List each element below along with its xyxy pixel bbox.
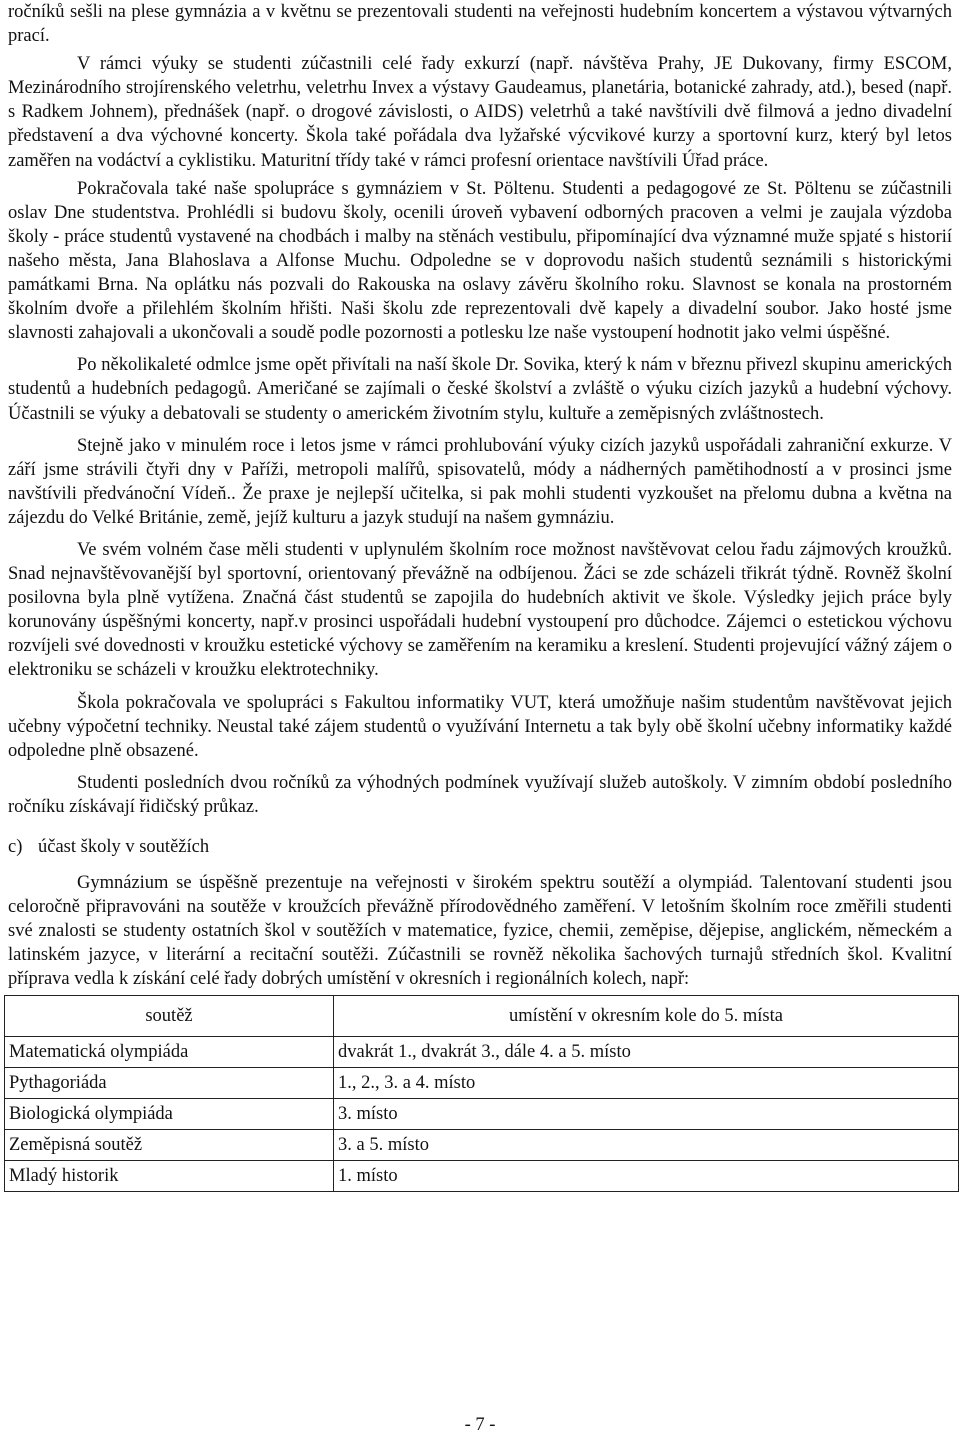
- paragraph: Studenti posledních dvou ročníků za výhodných podmínek využívají služeb autoškoly. V zimním období posledního ročníku získávají řidičský průkaz.: [8, 772, 952, 817]
- placement-cell: 1. místo: [334, 1161, 959, 1192]
- competition-cell: Biologická olympiáda: [5, 1099, 334, 1130]
- document-page: [8, 0, 952, 1192]
- competition-results-table: [4, 995, 959, 1192]
- section-heading: [8, 835, 952, 859]
- competition-cell: Mladý historik: [5, 1161, 334, 1192]
- placement-cell: 3. místo: [334, 1099, 959, 1130]
- page-number: - 7 -: [464, 1415, 496, 1435]
- section-letter: c): [8, 837, 23, 857]
- competition-cell: Pythagoriáda: [5, 1068, 334, 1099]
- paragraph: Ve svém volném čase měli studenti v uplynulém školním roce možnost navštěvovat celou řadu zájmových kroužků. Snad nejnavštěvovanější byl sportovní, orientovaný převážně na odbíjenou. Žáci se zde scházeli třikrát týdně. Rovněž školní posilovna byla plně vytížena. Značná část studentů se zapojila do hudebních aktivit ve škole. Výsledky jejich práce byly korunovány úspěšnými koncerty, např.v prosinci uspořádali hudební vystoupení pro důchodce. Zájemci o estetickou výchovu rozvíjeli své dovednosti v kroužku estetické výchovy se zaměřením na keramiku a kreslení. Studenti projevující vážný zájem o elektroniku se scházeli v kroužku elektrotechniky.: [8, 539, 952, 681]
- table-header-row: [5, 996, 959, 1037]
- competition-cell: Matematická olympiáda: [5, 1037, 334, 1068]
- paragraph: Pokračovala také naše spolupráce s gymnáziem v St. Pöltenu. Studenti a pedagogové ze St. Pöltenu se zúčastnili oslav Dne studentstva. Prohlédli si budovu školy, ocenili úroveň vybavení odborných pracoven a velmi je zaujala výzdoba školy - práce studentů vystavené na chodbách i malby na stěnách vestibulu, připomínající dva významné muže spjaté s historií našeho města, Jana Blahoslava a Alfonse Muchu. Odpoledne se v doprovodu našich studentů seznámili s historickými památkami Brna. Na oplátku nás pozvali do Rakouska na oslavy závěru školního roku. Slavnost se konala na prostorném školním dvoře a přilehlém školním hřišti. Naši školu zde reprezentovali dvě kapely a divadelní soubor. Jako hosté jsme slavnosti zahajovali a ukončovali a soudě podle pozornosti a potlesku lze naše vystoupení hodnotit jako velmi úspěšné.: [8, 178, 952, 344]
- placement-cell: 3. a 5. místo: [334, 1130, 959, 1161]
- placement-cell: dvakrát 1., dvakrát 3., dále 4. a 5. místo: [334, 1037, 959, 1068]
- table-row: [5, 1037, 959, 1068]
- table-row: [5, 1130, 959, 1161]
- paragraph: Gymnázium se úspěšně prezentuje na veřejnosti v širokém spektru soutěží a olympiád. Talentovaní studenti jsou celoročně připravováni na soutěže v kroužcích převážně přírodovědného zaměření. V letošním školním roce změřili studenti své znalosti se studenty ostatních škol v soutěžích v matematice, fyzice, chemii, zeměpise, dějepise, anglickém, německém a latinském jazyce, v literární a recitační soutěži. Zúčastnili se rovněž několika šachových turnajů středních škol. Kvalitní příprava vedla k získání celé řady dobrých umístění v okresních i regionálních kolech, např:: [8, 873, 952, 990]
- table-row: [5, 1068, 959, 1099]
- paragraph: Škola pokračovala ve spolupráci s Fakultou informatiky VUT, která umožňuje našim studentům navštěvovat jejich učebny výpočetní techniky. Neustal také zájem studentů o využívání Internetu a tak byly obě školní učebny informatiky každé odpoledne plně obsazené.: [8, 692, 952, 761]
- paragraph: ročníků sešli na plese gymnázia a v květnu se prezentovali studenti na veřejnosti hudebním koncertem a výstavou výtvarných prací.: [8, 2, 952, 47]
- column-header-placement: umístění v okresním kole do 5. místa: [334, 996, 959, 1037]
- table-row: [5, 1161, 959, 1192]
- paragraph: Stejně jako v minulém roce i letos jsme v rámci prohlubování výuky cizích jazyků uspořádali zahraniční exkurze. V září jsme strávili čtyři dny v Paříži, metropoli malířů, spisovatelů, módy a nádherných pamětihodností a v prosinci jsme navštívili předvánoční Vídeň.. Že praxe je nejlepší učitelka, si pak mohli studenti vyzkoušet na přelomu dubna a května na zájezdu do Velké Británie, země, jejíž kulturu a jazyk studují na našem gymnáziu.: [8, 435, 952, 528]
- column-header-competition: soutěž: [5, 996, 334, 1037]
- table-row: [5, 1099, 959, 1130]
- placement-cell: 1., 2., 3. a 4. místo: [334, 1068, 959, 1099]
- section-title: účast školy v soutěžích: [38, 837, 210, 857]
- paragraph: Po několikaleté odmlce jsme opět přivítali na naší škole Dr. Sovika, který k nám v březnu přivezl skupinu amerických studentů a hudebních pedagogů. Američané se zajímali o české školství a zvláště o výuku cizích jazyků a hudební výchovy. Účastnili se výuky a debatovali se studenty o americkém životním stylu, kultuře a zeměpisných zvláštnostech.: [8, 355, 952, 424]
- competition-cell: Zeměpisná soutěž: [5, 1130, 334, 1161]
- paragraph: V rámci výuky se studenti zúčastnili celé řady exkurzí (např. návštěva Prahy, JE Dukovany, firmy ESCOM, Mezinárodního strojírenského veletrhu, veletrhu Invex a výstavy Gaudeamus, planetária, botanické zahrady, atd.), besed (např. s Radkem Johnem), přednášek (např. o drogové závislosti, o AIDS) veletrhů a také navštívili dvě filmová a jedno divadelní představení a dva výchovné koncerty. Škola také pořádala dva lyžařské výcvikové kurzy a sportovní kurz, který byl letos zaměřen na vodáctví a cyklistiku. Maturitní třídy také v rámci profesní orientace navštívili Úřad práce.: [8, 54, 952, 171]
